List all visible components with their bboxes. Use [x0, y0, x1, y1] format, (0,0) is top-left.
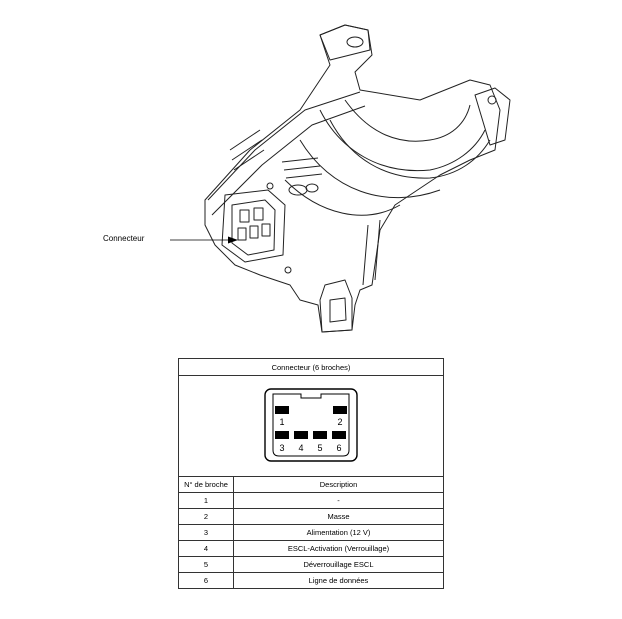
table-row	[179, 509, 444, 525]
pin-5-terminal	[313, 431, 327, 439]
callout-arrowhead	[228, 237, 238, 244]
pin-label-1: 1	[279, 417, 285, 427]
pin-number: 4	[179, 541, 234, 557]
table-row	[179, 493, 444, 509]
table-row	[179, 573, 444, 589]
pin-description: Masse	[234, 509, 444, 525]
pin-4-terminal	[294, 431, 308, 439]
connector-pin-diagram	[179, 376, 444, 477]
pin-description: ESCL-Activation (Verrouillage)	[234, 541, 444, 557]
pin-3-terminal	[275, 431, 289, 439]
pin-number: 3	[179, 525, 234, 541]
connector-callout-label: Connecteur	[103, 234, 145, 243]
pin-number: 6	[179, 573, 234, 589]
pin-number: 1	[179, 493, 234, 509]
pin-1-terminal	[275, 406, 289, 414]
pin-description: -	[234, 493, 444, 509]
pin-label-2: 2	[337, 417, 343, 427]
pin-label-6: 6	[336, 443, 342, 453]
pin-label-4: 4	[298, 443, 304, 453]
column-header-description: Description	[234, 477, 444, 493]
pin-number: 5	[179, 557, 234, 573]
connector-block	[222, 190, 285, 262]
pin-table	[178, 358, 444, 589]
pin-2-terminal	[333, 406, 347, 414]
table-row	[179, 525, 444, 541]
pin-label-3: 3	[279, 443, 285, 453]
table-title: Connecteur (6 broches)	[179, 359, 444, 376]
pin-label-5: 5	[317, 443, 323, 453]
pin-description: Déverrouillage ESCL	[234, 557, 444, 573]
pin-number: 2	[179, 509, 234, 525]
housing-outline	[205, 25, 500, 332]
pin-description: Alimentation (12 V)	[234, 525, 444, 541]
pin-description: Ligne de données	[234, 573, 444, 589]
table-row	[179, 541, 444, 557]
table-row	[179, 557, 444, 573]
column-header-pin: N° de broche	[179, 477, 234, 493]
pin-6-terminal	[332, 431, 346, 439]
